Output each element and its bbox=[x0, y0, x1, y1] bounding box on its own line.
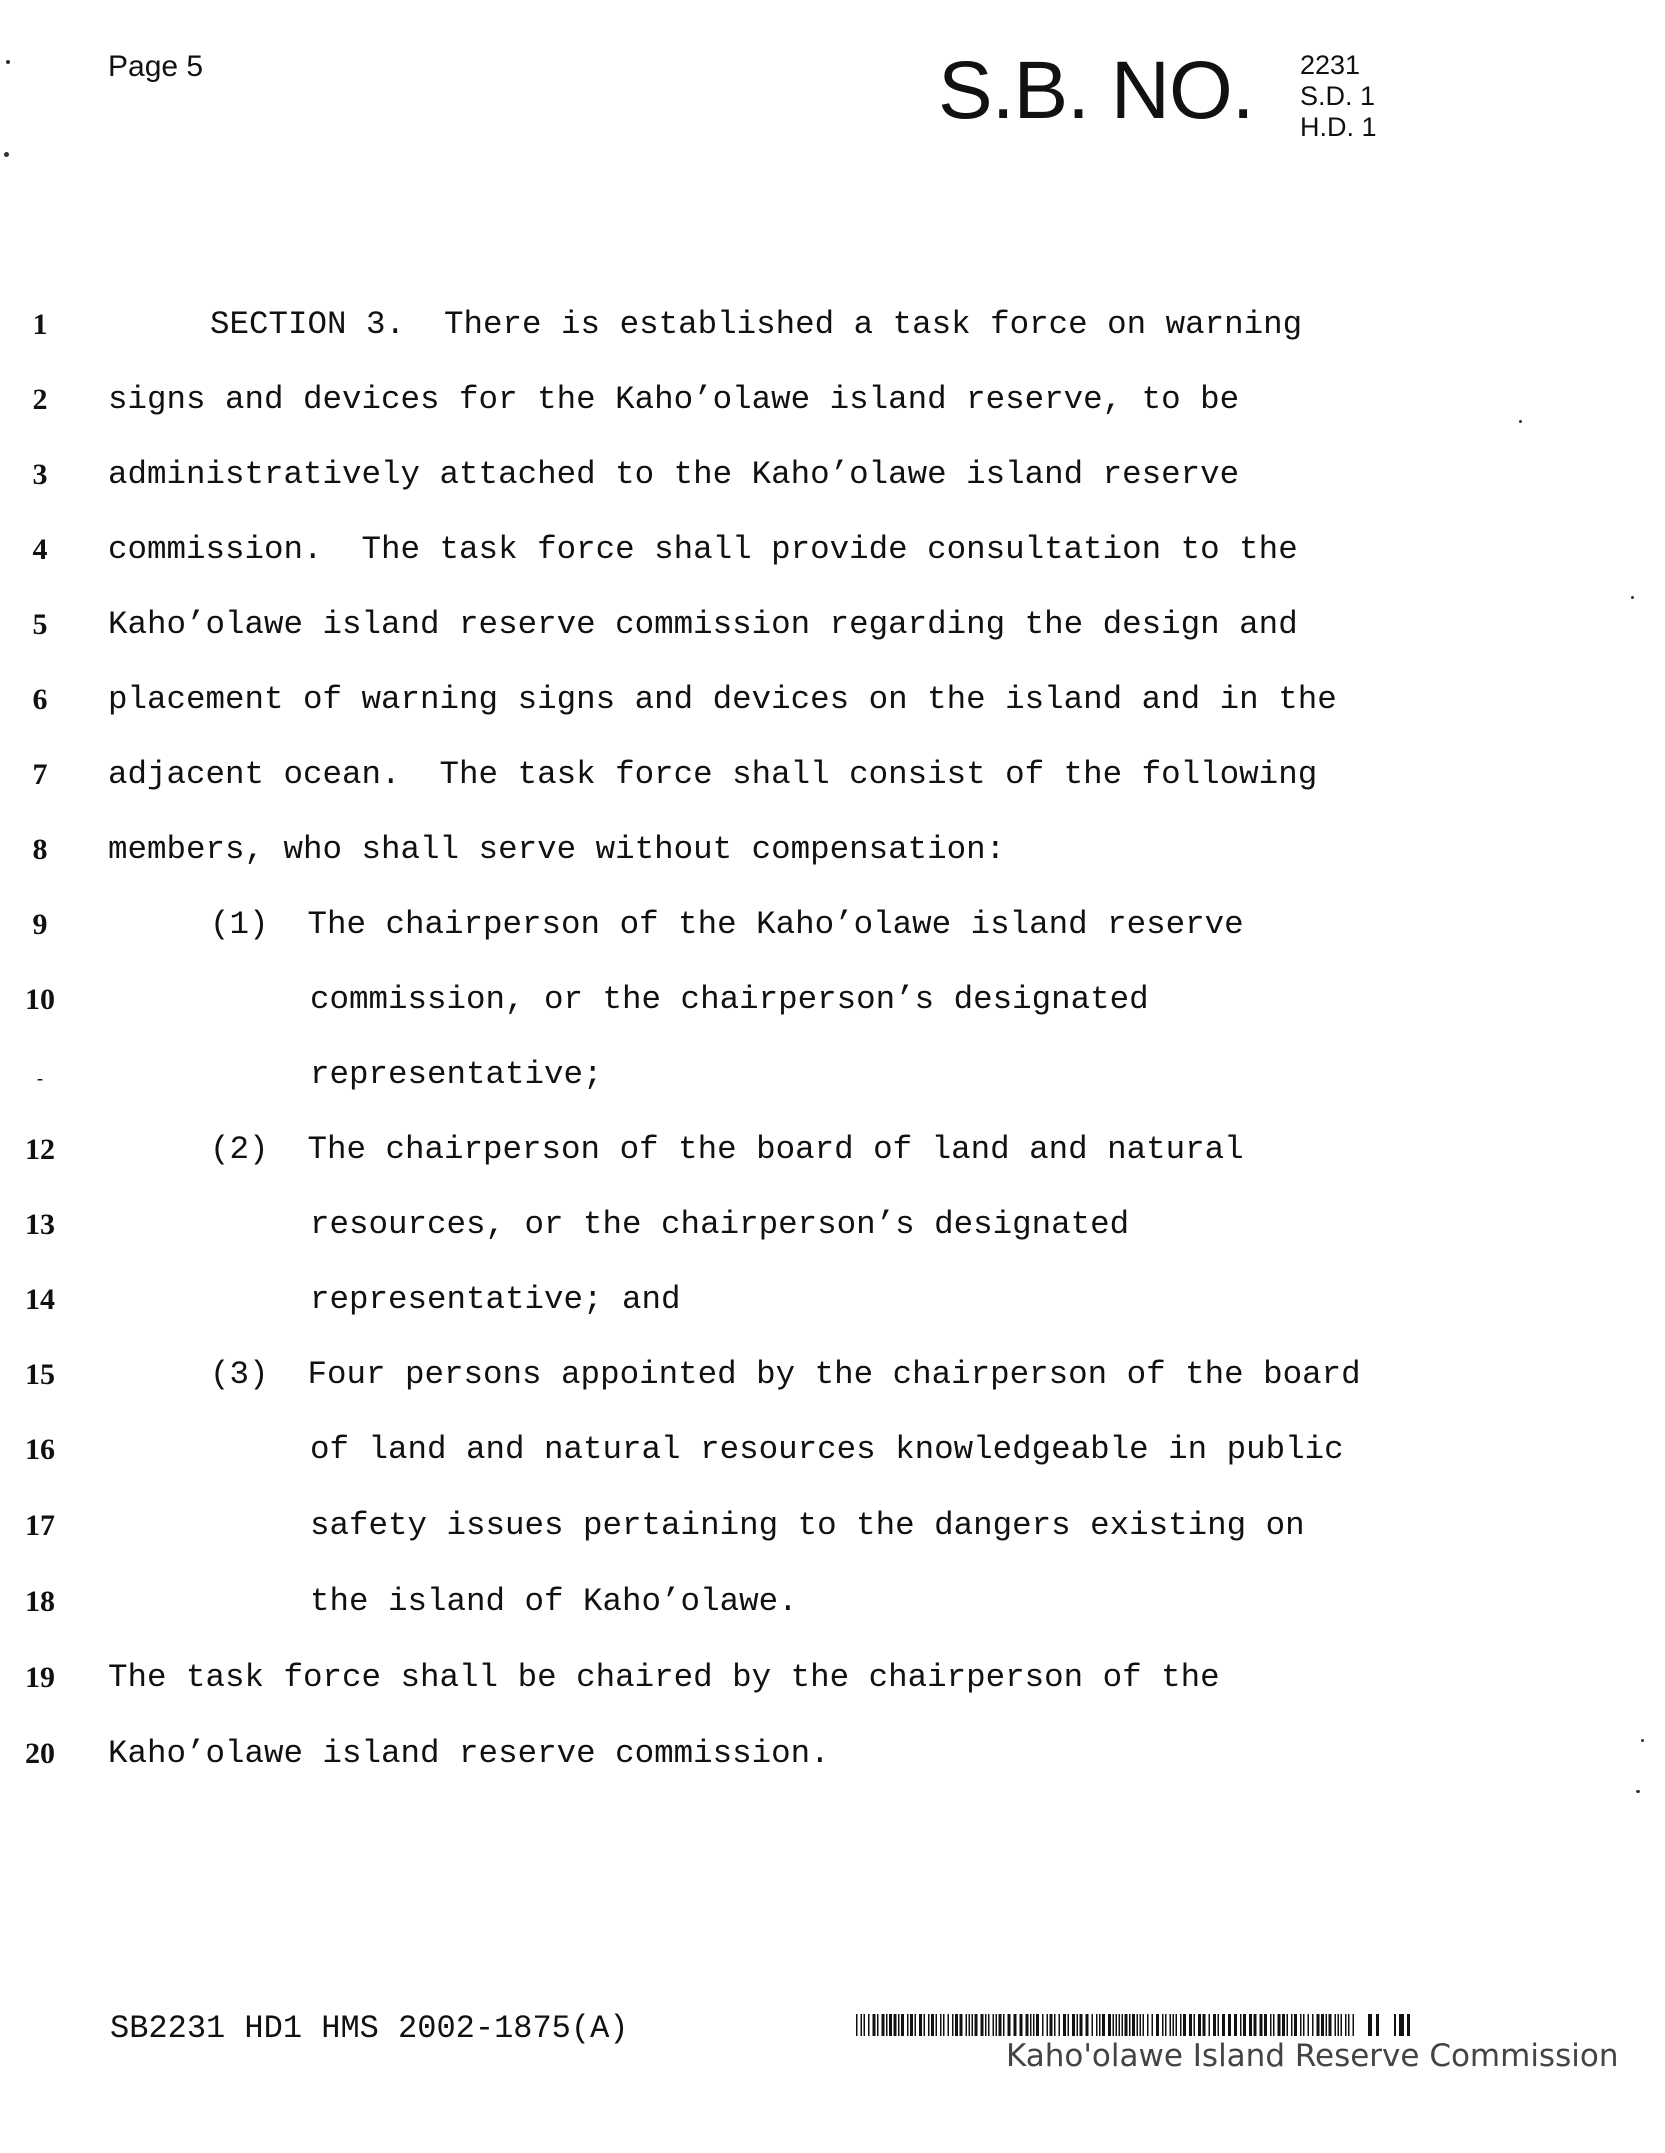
barcode-bar bbox=[1338, 2014, 1340, 2036]
barcode-bar bbox=[1183, 2014, 1186, 2036]
barcode-bar bbox=[1003, 2014, 1005, 2036]
barcode-bar bbox=[1092, 2014, 1094, 2036]
line-text: resources, or the chairperson’s designated bbox=[310, 1206, 1130, 1243]
barcode-bar bbox=[960, 2014, 963, 2036]
bill-number: 2231 bbox=[1300, 50, 1361, 80]
barcode-bar bbox=[1047, 2014, 1049, 2036]
barcode-bar bbox=[1180, 2014, 1182, 2036]
text-line bbox=[0, 981, 1665, 1021]
barcode-bar bbox=[1348, 2014, 1350, 2036]
barcode-bar bbox=[924, 2014, 926, 2036]
text-line bbox=[0, 1056, 1665, 1096]
barcode-bar bbox=[1042, 2014, 1044, 2036]
text-line bbox=[0, 531, 1665, 571]
barcode-bar bbox=[1287, 2014, 1289, 2036]
line-number: - bbox=[37, 1068, 43, 1088]
line-number: 3 bbox=[32, 458, 48, 491]
line-text: the island of Kaho’olawe. bbox=[310, 1583, 798, 1620]
scan-speck bbox=[6, 60, 10, 64]
barcode-bar bbox=[1317, 2014, 1320, 2036]
barcode-bar bbox=[948, 2014, 950, 2036]
barcode-bar bbox=[1407, 2014, 1410, 2036]
barcode-bar bbox=[919, 2014, 922, 2036]
line-number: 7 bbox=[32, 758, 48, 791]
barcode-bar bbox=[931, 2014, 934, 2036]
barcode-bar bbox=[1260, 2014, 1263, 2036]
text-line bbox=[0, 381, 1665, 421]
text-line bbox=[0, 1281, 1665, 1321]
barcode-bar bbox=[1394, 2014, 1396, 2036]
barcode-bar bbox=[1125, 2014, 1128, 2036]
line-number: 17 bbox=[25, 1509, 55, 1542]
line-number: 10 bbox=[25, 983, 55, 1016]
barcode-bar bbox=[1264, 2014, 1267, 2036]
line-text: members, who shall serve without compensation: bbox=[108, 831, 1006, 868]
barcode-bar bbox=[861, 2014, 863, 2036]
text-line bbox=[0, 1583, 1665, 1623]
barcode-bar bbox=[1137, 2014, 1139, 2036]
barcode-bar bbox=[1156, 2014, 1159, 2036]
barcode-bar bbox=[1008, 2014, 1011, 2036]
barcode-bar bbox=[1077, 2014, 1079, 2036]
text-line bbox=[0, 831, 1665, 871]
barcode-bar bbox=[1278, 2014, 1281, 2036]
barcode-bar bbox=[1096, 2014, 1098, 2036]
barcode-bar bbox=[889, 2014, 892, 2036]
line-number: 8 bbox=[32, 833, 48, 866]
barcode-bar bbox=[1132, 2014, 1135, 2036]
barcode-bar bbox=[856, 2014, 858, 2036]
barcode-bar bbox=[940, 2014, 942, 2036]
barcode-bar bbox=[1033, 2014, 1035, 2036]
text-line bbox=[0, 756, 1665, 796]
barcode-bar bbox=[1234, 2014, 1237, 2036]
barcode-bar bbox=[1086, 2014, 1089, 2036]
line-number: 18 bbox=[25, 1585, 55, 1618]
line-number: 2 bbox=[32, 383, 48, 416]
barcode-bar bbox=[1108, 2014, 1111, 2036]
barcode-bar bbox=[1116, 2014, 1118, 2036]
barcode-bar bbox=[1203, 2014, 1206, 2036]
barcode-bar bbox=[1294, 2014, 1297, 2036]
barcode-bar bbox=[955, 2014, 958, 2036]
barcode-bar bbox=[1099, 2014, 1101, 2036]
barcode-bar bbox=[1030, 2014, 1032, 2036]
line-text: adjacent ocean. The task force shall consist of the following bbox=[108, 756, 1318, 793]
line-number: 14 bbox=[25, 1283, 55, 1316]
barcode-bar bbox=[1119, 2014, 1121, 2036]
line-text: administratively attached to the Kaho’olawe island reserve bbox=[108, 456, 1240, 493]
bill-number-prefix: S.B. NO. bbox=[938, 45, 1254, 136]
line-number: 12 bbox=[25, 1133, 55, 1166]
text-line bbox=[0, 1735, 1665, 1775]
barcode-bar bbox=[1228, 2014, 1231, 2036]
text-line bbox=[0, 1206, 1665, 1246]
barcode-bar bbox=[988, 2014, 990, 2036]
barcode-bar bbox=[981, 2014, 984, 2036]
line-text: safety issues pertaining to the dangers existing on bbox=[310, 1507, 1305, 1544]
document-id: SB2231 HD1 HMS 2002-1875(A) bbox=[110, 2010, 629, 2047]
barcode-graphic bbox=[856, 2014, 1426, 2036]
scan-speck bbox=[1641, 1739, 1644, 1742]
barcode-bar bbox=[1329, 2014, 1332, 2036]
barcode-bar bbox=[928, 2014, 930, 2036]
line-text: commission. The task force shall provide consultation to the bbox=[108, 531, 1298, 568]
barcode-bar bbox=[1140, 2014, 1142, 2036]
barcode-bar bbox=[1270, 2014, 1272, 2036]
barcode-bar bbox=[952, 2014, 954, 2036]
line-text: SECTION 3. There is established a task force on warning bbox=[210, 306, 1303, 343]
line-text: Kaho’olawe island reserve commission. bbox=[108, 1735, 830, 1772]
barcode-bar bbox=[1014, 2014, 1017, 2036]
barcode-bar bbox=[873, 2014, 876, 2036]
barcode-bar bbox=[1291, 2014, 1293, 2036]
line-text: (3) Four persons appointed by the chairperson of the board bbox=[210, 1356, 1361, 1393]
text-line bbox=[0, 1356, 1665, 1396]
barcode-bar bbox=[1303, 2014, 1305, 2036]
barcode-bar bbox=[1300, 2014, 1302, 2036]
line-text: commission, or the chairperson’s designated bbox=[310, 981, 1149, 1018]
barcode-bar bbox=[1254, 2014, 1257, 2036]
scan-speck bbox=[4, 152, 9, 157]
text-line bbox=[0, 1507, 1665, 1547]
house-draft: H.D. 1 bbox=[1300, 112, 1377, 142]
text-line bbox=[0, 906, 1665, 946]
text-line bbox=[0, 1431, 1665, 1471]
line-number: 1 bbox=[32, 308, 48, 341]
barcode-bar bbox=[1036, 2014, 1039, 2036]
barcode-bar bbox=[999, 2014, 1002, 2036]
barcode-bar bbox=[1165, 2014, 1167, 2036]
barcode-bar bbox=[894, 2014, 897, 2036]
barcode-bar bbox=[975, 2014, 978, 2036]
scan-speck bbox=[1636, 1790, 1640, 1793]
barcode-bar bbox=[1222, 2014, 1225, 2036]
barcode-bar bbox=[1326, 2014, 1328, 2036]
archive-watermark: Kaho'olawe Island Reserve Commission bbox=[1006, 2038, 1619, 2074]
text-line bbox=[0, 606, 1665, 646]
text-line bbox=[0, 306, 1665, 346]
line-number: 16 bbox=[25, 1433, 55, 1466]
barcode-bar bbox=[1399, 2014, 1404, 2036]
barcode-bar bbox=[910, 2014, 913, 2036]
barcode-bar bbox=[1368, 2014, 1372, 2036]
barcode-bar bbox=[915, 2014, 917, 2036]
line-number: 4 bbox=[32, 533, 48, 566]
line-text: placement of warning signs and devices on the island and in the bbox=[108, 681, 1337, 718]
line-number: 5 bbox=[32, 608, 48, 641]
barcode-bar bbox=[898, 2014, 900, 2036]
text-line bbox=[0, 456, 1665, 496]
barcode-bar bbox=[1308, 2014, 1310, 2036]
line-number: 6 bbox=[32, 683, 48, 716]
page-label: Page 5 bbox=[108, 50, 204, 83]
barcode-bar bbox=[868, 2014, 870, 2036]
barcode-bar bbox=[1068, 2014, 1070, 2036]
barcode-bar bbox=[1063, 2014, 1066, 2036]
barcode-bar bbox=[1282, 2014, 1285, 2036]
barcode-bar bbox=[1376, 2014, 1379, 2036]
barcode-bar bbox=[936, 2014, 938, 2036]
barcode-bar bbox=[1072, 2014, 1075, 2036]
line-number: 19 bbox=[25, 1661, 55, 1694]
barcode-bar bbox=[1059, 2014, 1061, 2036]
text-line bbox=[0, 1659, 1665, 1699]
barcode-bar bbox=[1209, 2014, 1211, 2036]
barcode-bar bbox=[1249, 2014, 1252, 2036]
barcode-bar bbox=[882, 2014, 885, 2036]
barcode-bar bbox=[1147, 2014, 1149, 2036]
barcode-bar bbox=[1312, 2014, 1314, 2036]
barcode-bar bbox=[901, 2014, 904, 2036]
barcode-bar bbox=[1152, 2014, 1154, 2036]
barcode-bar bbox=[1162, 2014, 1164, 2036]
barcode-bar bbox=[1218, 2014, 1220, 2036]
barcode-bar bbox=[1321, 2014, 1324, 2036]
barcode-bar bbox=[1198, 2014, 1201, 2036]
barcode-bar bbox=[966, 2014, 968, 2036]
text-line bbox=[0, 681, 1665, 721]
bill-draft-info bbox=[1300, 50, 1377, 143]
line-text: representative; and bbox=[310, 1281, 681, 1318]
scan-speck bbox=[1519, 420, 1522, 423]
barcode-bar bbox=[1113, 2014, 1115, 2036]
line-text: (2) The chairperson of the board of land and natural bbox=[210, 1131, 1244, 1168]
barcode-bar bbox=[1122, 2014, 1124, 2036]
barcode-bar bbox=[1273, 2014, 1275, 2036]
barcode-bar bbox=[1189, 2014, 1192, 2036]
barcode-bar bbox=[886, 2014, 888, 2036]
line-number: 20 bbox=[25, 1737, 55, 1770]
barcode-bar bbox=[1345, 2014, 1347, 2036]
line-text: representative; bbox=[310, 1056, 603, 1093]
scan-speck bbox=[1631, 596, 1634, 599]
barcode-bar bbox=[1129, 2014, 1131, 2036]
line-text: of land and natural resources knowledgeable in public bbox=[310, 1431, 1344, 1468]
barcode-bar bbox=[1341, 2014, 1343, 2036]
barcode-bar bbox=[877, 2014, 879, 2036]
barcode-bar bbox=[907, 2014, 909, 2036]
senate-draft: S.D. 1 bbox=[1300, 81, 1376, 111]
barcode-bar bbox=[1243, 2014, 1246, 2036]
barcode-bar bbox=[1335, 2014, 1337, 2036]
barcode-bar bbox=[969, 2014, 971, 2036]
barcode-bar bbox=[996, 2014, 998, 2036]
barcode-bar bbox=[1054, 2014, 1056, 2036]
barcode-bar bbox=[985, 2014, 987, 2036]
barcode-bar bbox=[1173, 2014, 1175, 2036]
line-text: (1) The chairperson of the Kaho’olawe island reserve bbox=[210, 906, 1244, 943]
barcode-bar bbox=[1020, 2014, 1023, 2036]
text-line bbox=[0, 1131, 1665, 1171]
line-number: 15 bbox=[25, 1358, 55, 1391]
barcode-bar bbox=[1080, 2014, 1083, 2036]
barcode-bar bbox=[1353, 2014, 1355, 2036]
barcode-bar bbox=[943, 2014, 945, 2036]
barcode-bar bbox=[1050, 2014, 1053, 2036]
line-text: signs and devices for the Kaho’olawe island reserve, to be bbox=[108, 381, 1240, 418]
barcode-bar bbox=[1240, 2014, 1242, 2036]
barcode-bar bbox=[1102, 2014, 1105, 2036]
barcode-bar bbox=[1194, 2014, 1196, 2036]
barcode-bar bbox=[1213, 2014, 1216, 2036]
line-number: 13 bbox=[25, 1208, 55, 1241]
line-text: The task force shall be chaired by the chairperson of the bbox=[108, 1659, 1220, 1696]
barcode-bar bbox=[972, 2014, 974, 2036]
barcode-bar bbox=[864, 2014, 866, 2036]
barcode-bar bbox=[993, 2014, 995, 2036]
barcode-bar bbox=[1143, 2014, 1145, 2036]
barcode-bar bbox=[1026, 2014, 1029, 2036]
line-number: 9 bbox=[32, 908, 48, 941]
line-text: Kaho’olawe island reserve commission regarding the design and bbox=[108, 606, 1298, 643]
barcode-bar bbox=[1170, 2014, 1172, 2036]
barcode-bar bbox=[1176, 2014, 1178, 2036]
